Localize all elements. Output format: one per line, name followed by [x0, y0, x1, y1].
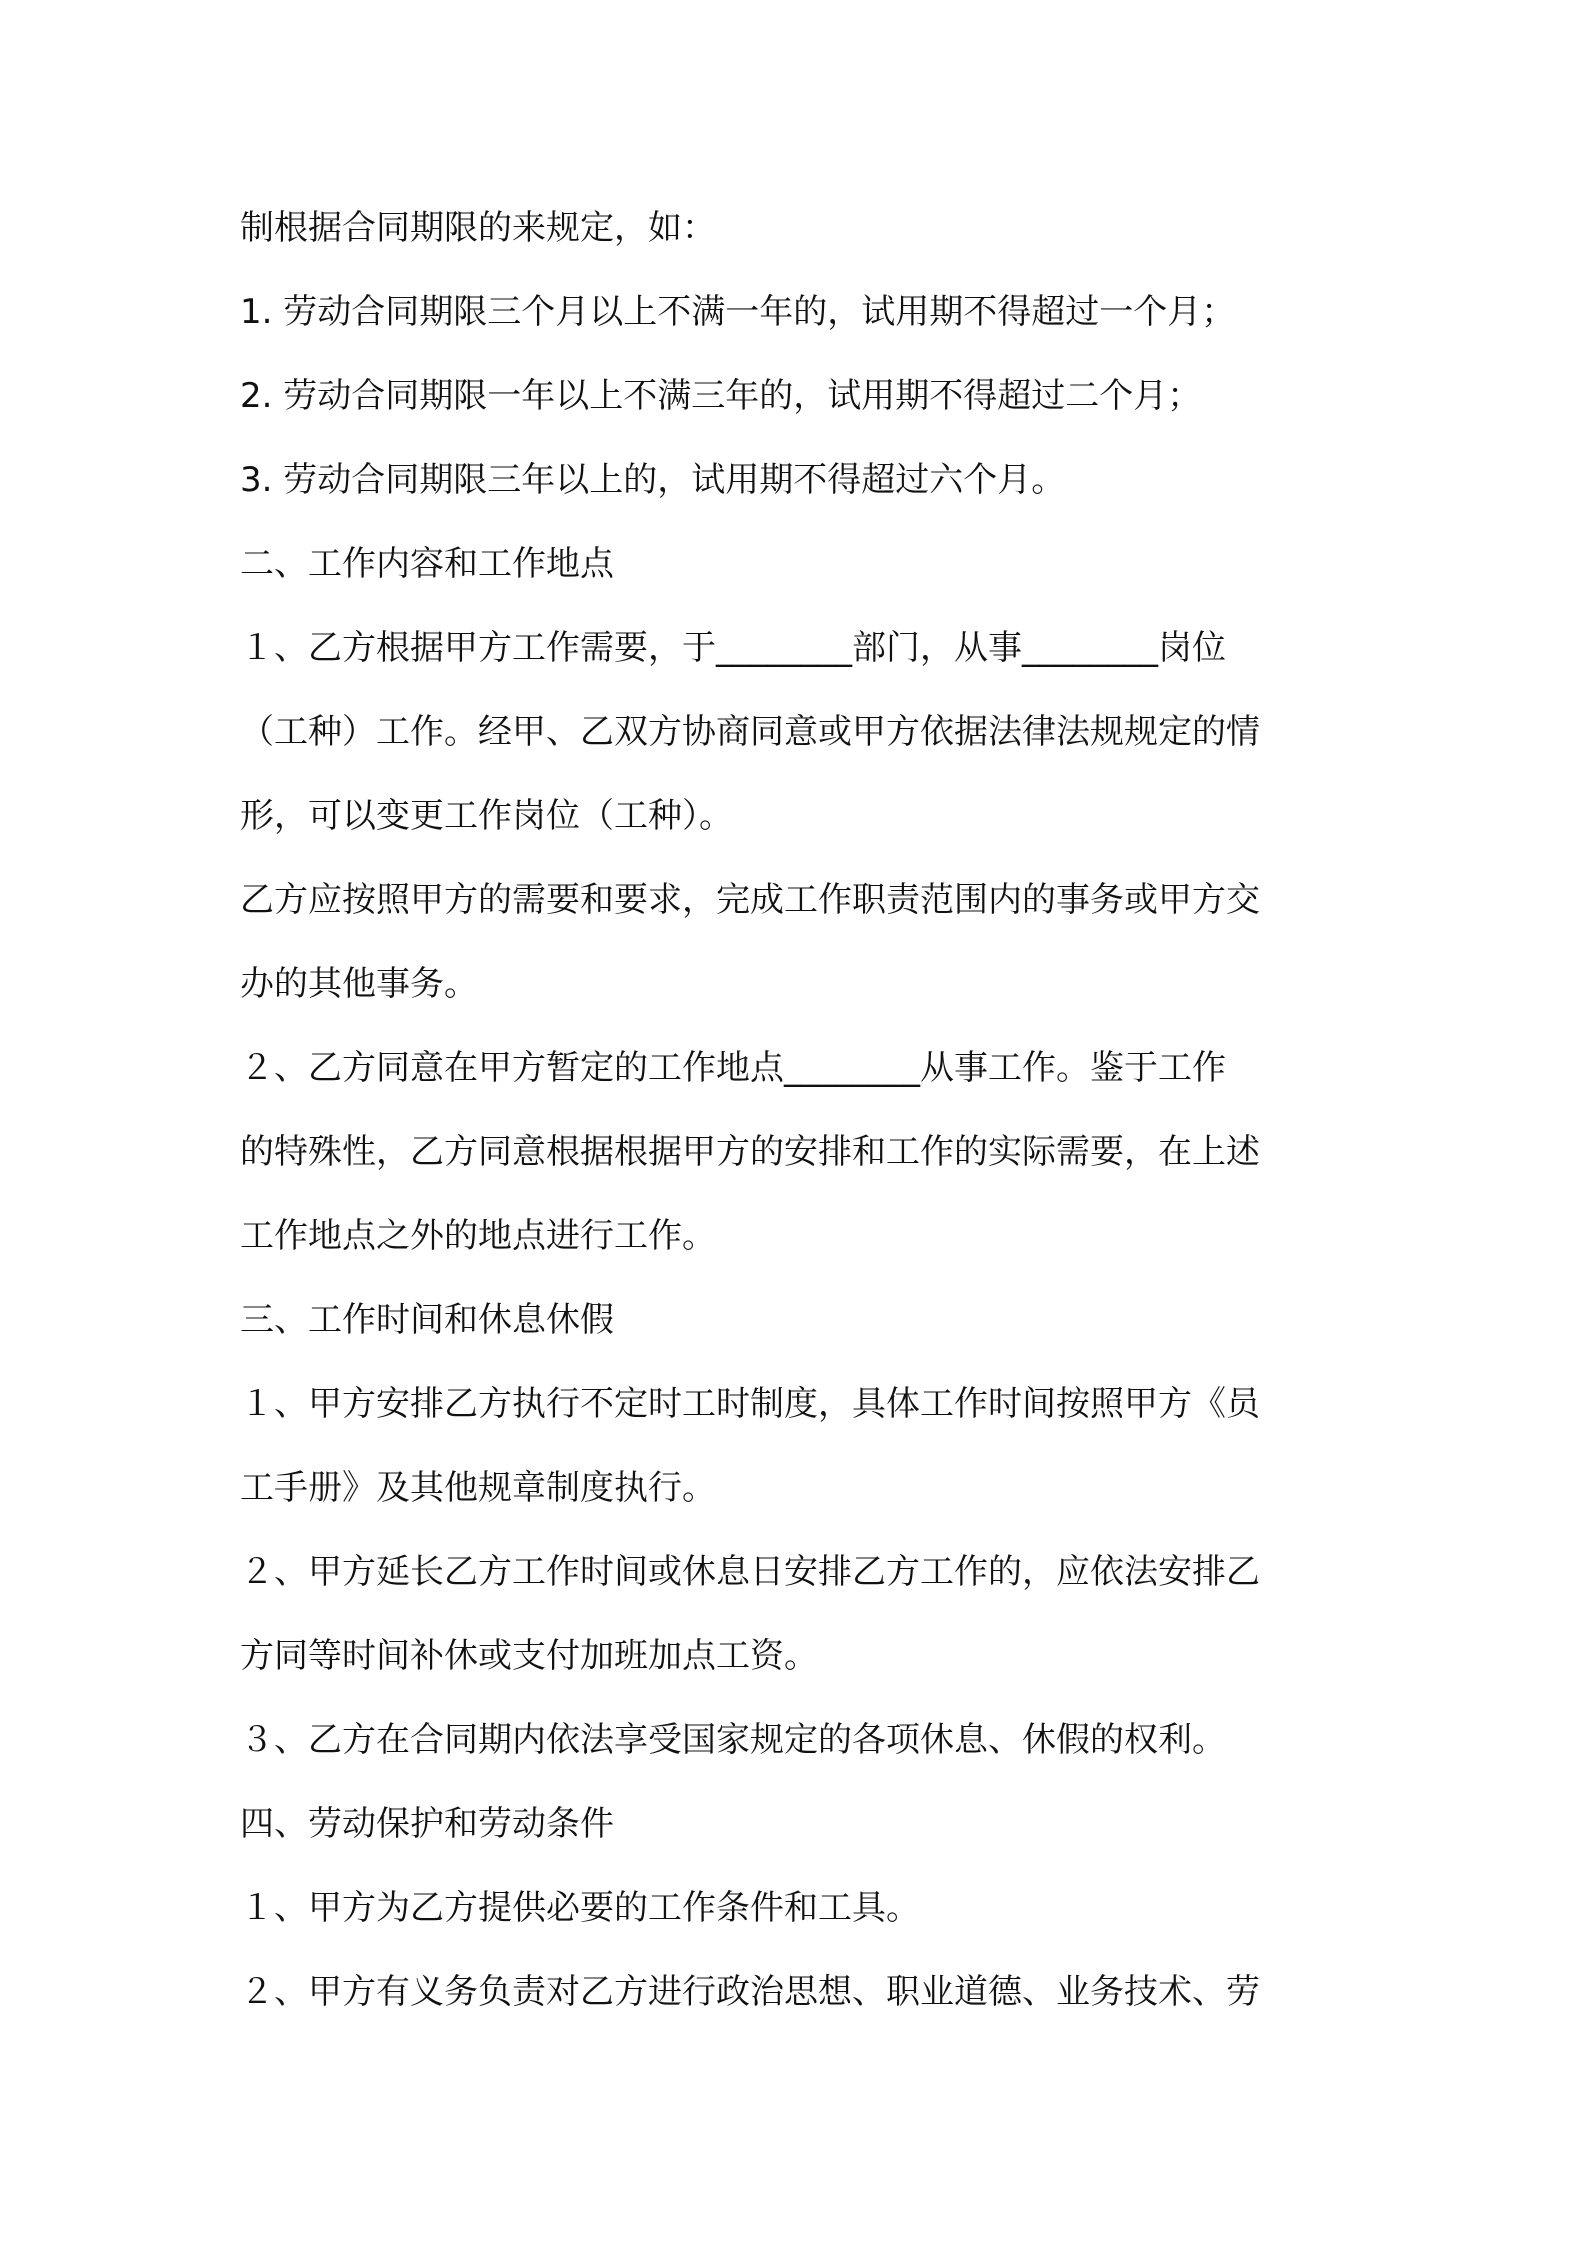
list-item-2: 2. 劳动合同期限一年以上不满三年的，试用期不得超过二个月；: [240, 376, 1202, 416]
section-heading-2: 二、工作内容和工作地点: [240, 544, 614, 584]
clause-4-2-line-1: ２、甲方有义务负责对乙方进行政治思想、职业道德、业务技术、劳: [240, 1972, 1260, 2012]
list-item-1: 1. 劳动合同期限三个月以上不满一年的，试用期不得超过一个月；: [240, 292, 1236, 332]
clause-3-2-line-1: ２、甲方延长乙方工作时间或休息日安排乙方工作的，应依法安排乙: [240, 1552, 1260, 1592]
clause-3-2-line-2: 方同等时间补休或支付加班加点工资。: [240, 1636, 818, 1676]
clause-2-1-line-2: （工种）工作。经甲、乙双方协商同意或甲方依据法律法规规定的情: [240, 712, 1260, 752]
section-heading-4: 四、劳动保护和劳动条件: [240, 1804, 614, 1844]
clause-3-1-line-1: １、甲方安排乙方执行不定时工时制度，具体工作时间按照甲方《员: [240, 1384, 1260, 1424]
paragraph-line-1: 乙方应按照甲方的需要和要求，完成工作职责范围内的事务或甲方交: [240, 880, 1260, 920]
clause-2-2-line-3: 工作地点之外的地点进行工作。: [240, 1216, 716, 1256]
clause-2-1-line-1: １、乙方根据甲方工作需要，于________部门，从事________岗位: [240, 628, 1226, 668]
list-item-3: 3. 劳动合同期限三年以上的，试用期不得超过六个月。: [240, 460, 1066, 500]
text-line: 制根据合同期限的来规定，如：: [240, 208, 716, 248]
clause-2-1-line-3: 形，可以变更工作岗位（工种）。: [240, 796, 733, 836]
section-heading-3: 三、工作时间和休息休假: [240, 1300, 614, 1340]
clause-3-1-line-2: 工手册》及其他规章制度执行。: [240, 1468, 716, 1508]
paragraph-line-2: 办的其他事务。: [240, 964, 478, 1004]
clause-2-2-line-2: 的特殊性，乙方同意根据根据甲方的安排和工作的实际需要，在上述: [240, 1132, 1260, 1172]
clause-2-2-line-1: ２、乙方同意在甲方暂定的工作地点________从事工作。鉴于工作: [240, 1048, 1226, 1088]
clause-4-1: １、甲方为乙方提供必要的工作条件和工具。: [240, 1888, 920, 1928]
clause-3-3: ３、乙方在合同期内依法享受国家规定的各项休息、休假的权利。: [240, 1720, 1226, 1760]
